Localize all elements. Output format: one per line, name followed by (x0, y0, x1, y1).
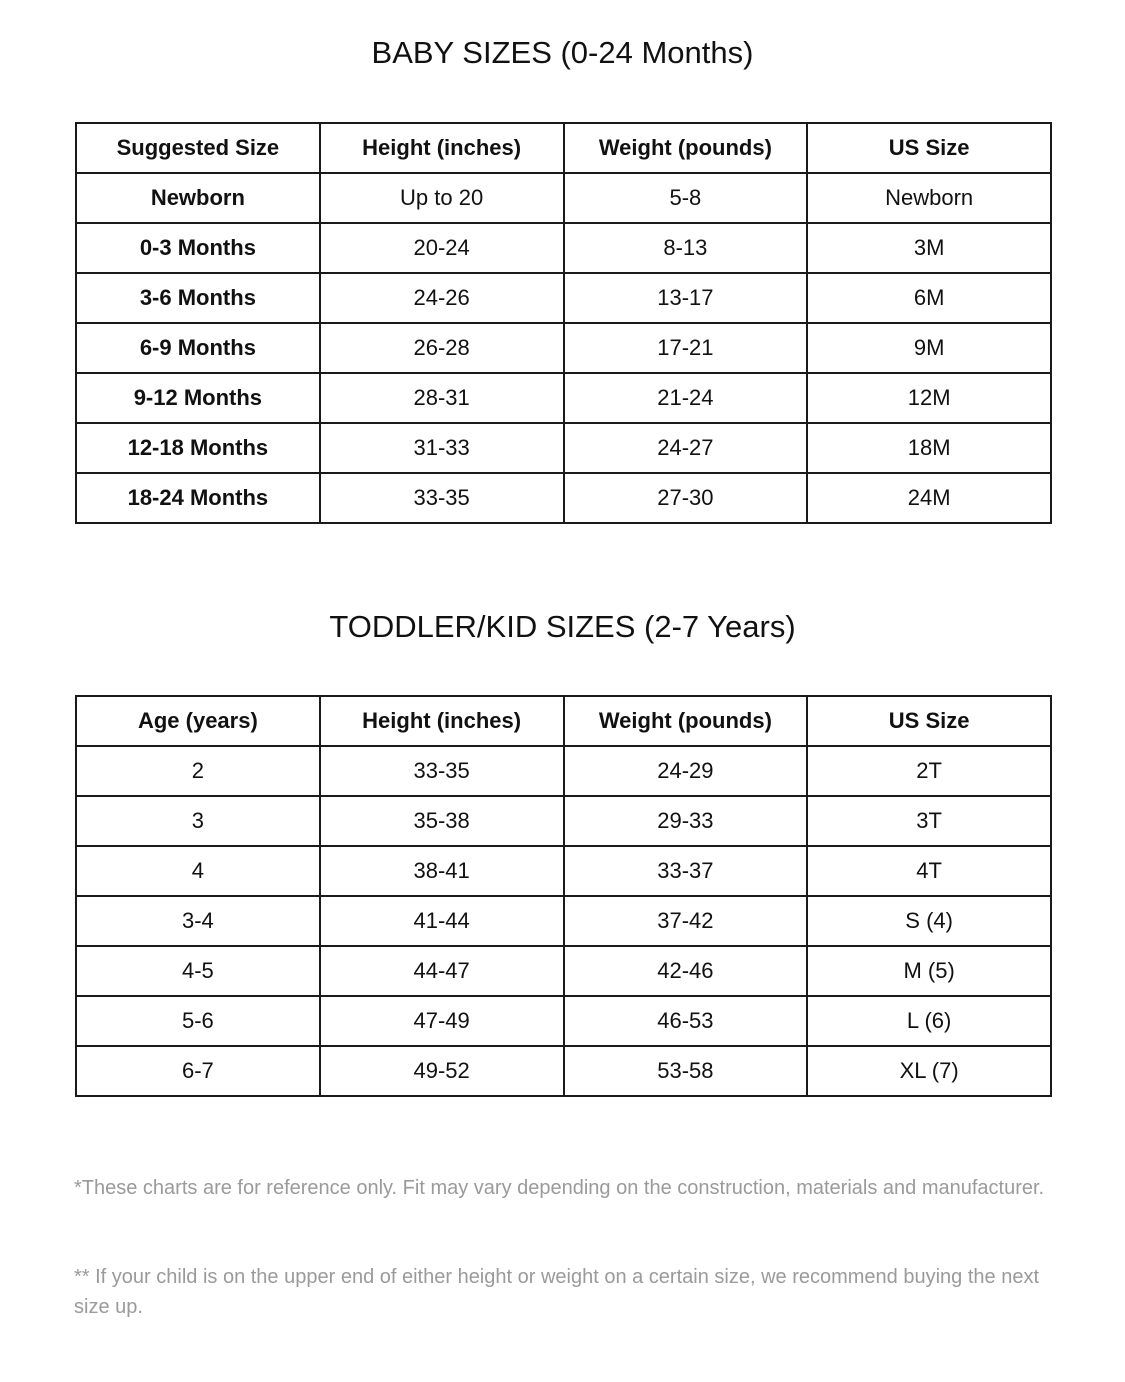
height-cell: 31-33 (320, 423, 564, 473)
column-header-us-size: US Size (807, 696, 1051, 746)
toddler-kid-size-table (75, 695, 1052, 1097)
table-row (76, 746, 1051, 796)
height-cell: Up to 20 (320, 173, 564, 223)
us-size-cell: XL (7) (807, 1046, 1051, 1096)
table-row (76, 1046, 1051, 1096)
us-size-cell: L (6) (807, 996, 1051, 1046)
baby-size-table (75, 122, 1052, 524)
age-cell: 5-6 (76, 996, 320, 1046)
height-cell: 33-35 (320, 746, 564, 796)
height-cell: 24-26 (320, 273, 564, 323)
table-row (76, 323, 1051, 373)
age-cell: 2 (76, 746, 320, 796)
table-header-row (76, 123, 1051, 173)
suggested-size-cell: 0-3 Months (76, 223, 320, 273)
table-row (76, 946, 1051, 996)
table-row (76, 846, 1051, 896)
table-row (76, 173, 1051, 223)
column-header-age: Age (years) (76, 696, 320, 746)
table-row (76, 473, 1051, 523)
height-cell: 35-38 (320, 796, 564, 846)
weight-cell: 24-29 (564, 746, 808, 796)
weight-cell: 53-58 (564, 1046, 808, 1096)
weight-cell: 21-24 (564, 373, 808, 423)
column-header-us-size: US Size (807, 123, 1051, 173)
us-size-cell: M (5) (807, 946, 1051, 996)
age-cell: 4-5 (76, 946, 320, 996)
height-cell: 20-24 (320, 223, 564, 273)
suggested-size-cell: 9-12 Months (76, 373, 320, 423)
height-cell: 33-35 (320, 473, 564, 523)
suggested-size-cell: 3-6 Months (76, 273, 320, 323)
age-cell: 6-7 (76, 1046, 320, 1096)
height-cell: 26-28 (320, 323, 564, 373)
height-cell: 41-44 (320, 896, 564, 946)
weight-cell: 27-30 (564, 473, 808, 523)
height-cell: 28-31 (320, 373, 564, 423)
weight-cell: 37-42 (564, 896, 808, 946)
column-header-weight: Weight (pounds) (564, 696, 808, 746)
us-size-cell: Newborn (807, 173, 1051, 223)
age-cell: 4 (76, 846, 320, 896)
size-up-recommendation-note: ** If your child is on the upper end of either height or weight on a certain size, we recommend buying the next size up. (74, 1266, 1039, 1318)
weight-cell: 17-21 (564, 323, 808, 373)
us-size-cell: 9M (807, 323, 1051, 373)
weight-cell: 8-13 (564, 223, 808, 273)
table-row (76, 896, 1051, 946)
table-row (76, 223, 1051, 273)
us-size-cell: 24M (807, 473, 1051, 523)
column-header-suggested-size: Suggested Size (76, 123, 320, 173)
table-header-row (76, 696, 1051, 746)
age-cell: 3-4 (76, 896, 320, 946)
column-header-height: Height (inches) (320, 696, 564, 746)
suggested-size-cell: 6-9 Months (76, 323, 320, 373)
weight-cell: 33-37 (564, 846, 808, 896)
us-size-cell: S (4) (807, 896, 1051, 946)
column-header-height: Height (inches) (320, 123, 564, 173)
weight-cell: 24-27 (564, 423, 808, 473)
weight-cell: 46-53 (564, 996, 808, 1046)
toddler-kid-sizes-title: TODDLER/KID SIZES (2-7 Years) (329, 609, 796, 644)
age-cell: 3 (76, 796, 320, 846)
us-size-cell: 3M (807, 223, 1051, 273)
weight-cell: 13-17 (564, 273, 808, 323)
weight-cell: 5-8 (564, 173, 808, 223)
baby-sizes-title: BABY SIZES (0-24 Months) (371, 35, 754, 70)
us-size-cell: 4T (807, 846, 1051, 896)
column-header-weight: Weight (pounds) (564, 123, 808, 173)
us-size-cell: 18M (807, 423, 1051, 473)
table-row (76, 996, 1051, 1046)
suggested-size-cell: 18-24 Months (76, 473, 320, 523)
table-row (76, 373, 1051, 423)
table-row (76, 796, 1051, 846)
us-size-cell: 6M (807, 273, 1051, 323)
height-cell: 38-41 (320, 846, 564, 896)
height-cell: 47-49 (320, 996, 564, 1046)
height-cell: 49-52 (320, 1046, 564, 1096)
table-row (76, 423, 1051, 473)
us-size-cell: 2T (807, 746, 1051, 796)
suggested-size-cell: 12-18 Months (76, 423, 320, 473)
suggested-size-cell: Newborn (76, 173, 320, 223)
weight-cell: 29-33 (564, 796, 808, 846)
us-size-cell: 3T (807, 796, 1051, 846)
height-cell: 44-47 (320, 946, 564, 996)
us-size-cell: 12M (807, 373, 1051, 423)
table-row (76, 273, 1051, 323)
reference-disclaimer-note: *These charts are for reference only. Fit may vary depending on the construction, materials and manufacturer. (74, 1177, 1045, 1199)
weight-cell: 42-46 (564, 946, 808, 996)
